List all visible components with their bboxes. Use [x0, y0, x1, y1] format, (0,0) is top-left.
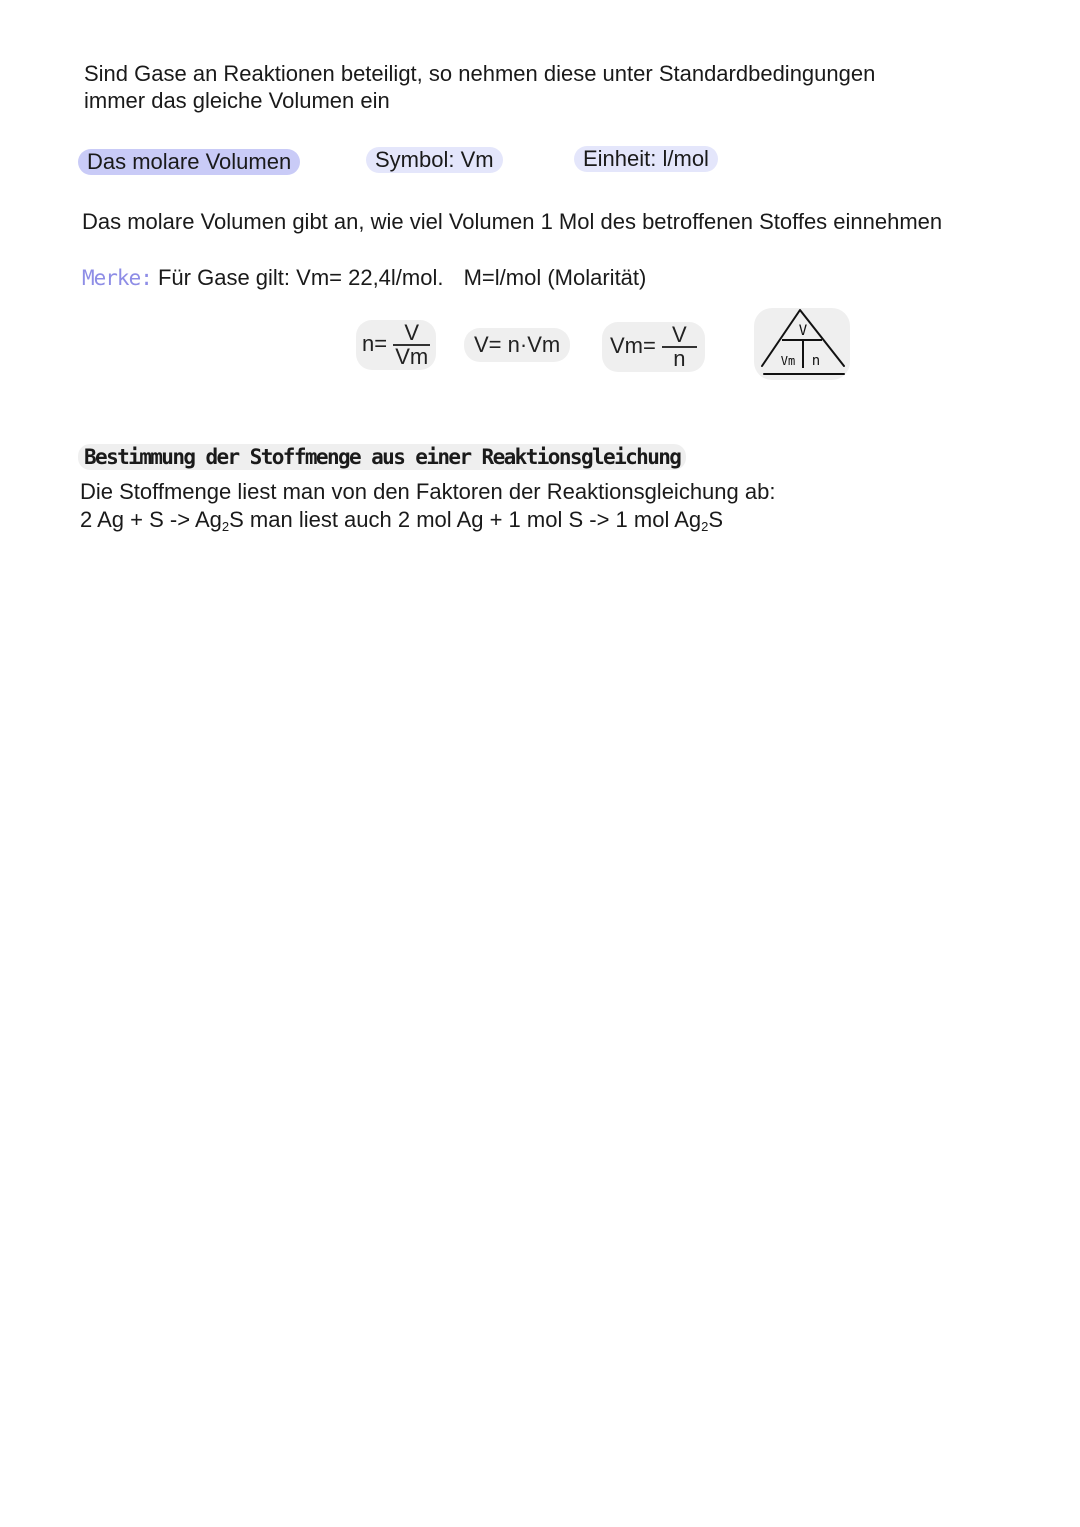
section-body — [80, 478, 775, 541]
formula-n-numerator: V — [393, 322, 430, 346]
formula-vm-fraction — [662, 324, 697, 370]
section-line-1: Die Stoffmenge liest man von den Faktoren der Reaktionsgleichung ab: — [80, 479, 776, 504]
formula-n-fraction — [393, 322, 430, 368]
formula-vm-lhs: Vm= — [610, 332, 656, 358]
formula-n — [356, 320, 436, 370]
definition-text: Das molare Volumen gibt an, wie viel Volumen 1 Mol des betroffenen Stoffes einnehmen — [82, 209, 943, 234]
equation-sub-2: 2 — [701, 519, 709, 534]
formula-vm-denominator: n — [673, 346, 686, 371]
formula-v: V= n·Vm — [464, 328, 570, 362]
triangle-left-label: Vm — [780, 354, 796, 368]
triangle-top-label: V — [798, 323, 808, 339]
formula-n-lhs: n= — [362, 330, 388, 356]
formula-triangle — [752, 302, 852, 384]
triangle-right-label: n — [811, 353, 821, 369]
formula-vm-numerator: V — [662, 324, 697, 348]
section-line-2 — [80, 506, 775, 541]
tag-symbol: Symbol: Vm — [366, 147, 503, 173]
tag-unit: Einheit: l/mol — [574, 146, 718, 172]
formula-n-denominator: Vm — [395, 344, 429, 369]
section-heading: Bestimmung der Stoffmenge aus einer Reaktionsgleichung — [78, 444, 686, 470]
merke-label: Merke: — [82, 266, 152, 290]
tag-title: Das molare Volumen — [78, 149, 300, 175]
molarity-text: M=l/mol (Molarität) — [463, 265, 647, 290]
equation-part-b: S man liest auch 2 mol Ag + 1 mol S -> 1 mol Ag — [229, 507, 702, 532]
intro-line-1: Sind Gase an Reaktionen beteiligt, so nehmen diese unter Standardbedingungen — [84, 61, 876, 86]
equation-part-c: S — [708, 507, 724, 532]
equation-sub-1: 2 — [221, 519, 230, 534]
intro-line-2: immer das gleiche Volumen ein — [84, 88, 390, 113]
equation-part-a: 2 Ag + S -> Ag — [80, 507, 222, 532]
formula-vm — [602, 322, 705, 372]
merke-note — [82, 265, 646, 291]
merke-text: Für Gase gilt: Vm= 22,4l/mol. — [157, 265, 444, 290]
intro-paragraph — [84, 60, 984, 114]
triangle-sketch-icon — [752, 302, 852, 384]
